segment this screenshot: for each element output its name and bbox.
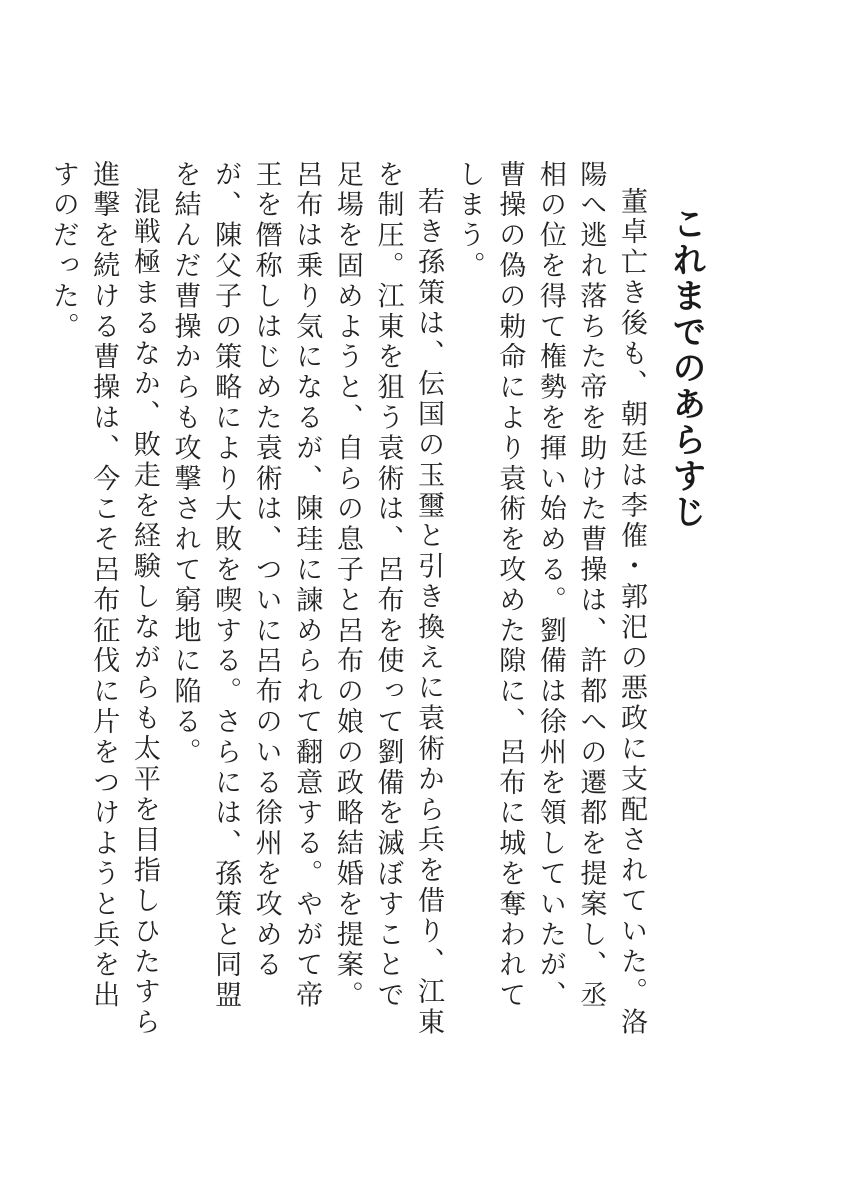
- synopsis-body: [42, 160, 651, 1040]
- synopsis-paragraph-1: 董卓亡き後も、朝廷は李傕・郭汜の悪政に支配されていた。洛陽へ逃れ落ちた帝を助けた曹操は、許都への遷都を提案し、丞相の位を得て権勢を揮い始める。劉備は徐州を領していたが、曹操の偽の勅命により袁術を攻めた隙に、呂布に城を奪われてしまう。: [453, 160, 647, 1039]
- page-title: これまでのあらすじ: [666, 206, 706, 530]
- synopsis-paragraph-3: 混戦極まるなか、敗走を経験しながらも太平を目指しひたすら進撃を続ける曹操は、今こそ呂布征伐に片をつけようと兵を出すのだった。: [47, 160, 160, 1039]
- synopsis-paragraph-2: 若き孫策は、伝国の玉璽と引き換えに袁術から兵を借り、江東を制圧。江東を狙う袁術は、呂布を使って劉備を滅ぼすことで足場を固めようと、自らの息子と呂布の娘の政略結婚を提案。呂布は乗り気になるが、陳珪に諫められて翻意する。やがて帝王を僭称しはじめた袁術は、ついに呂布のいる徐州を攻めるが、陳父子の策略により大敗を喫する。さらには、孫策と同盟を結んだ曹操からも攻撃されて窮地に陥る。: [169, 160, 445, 1039]
